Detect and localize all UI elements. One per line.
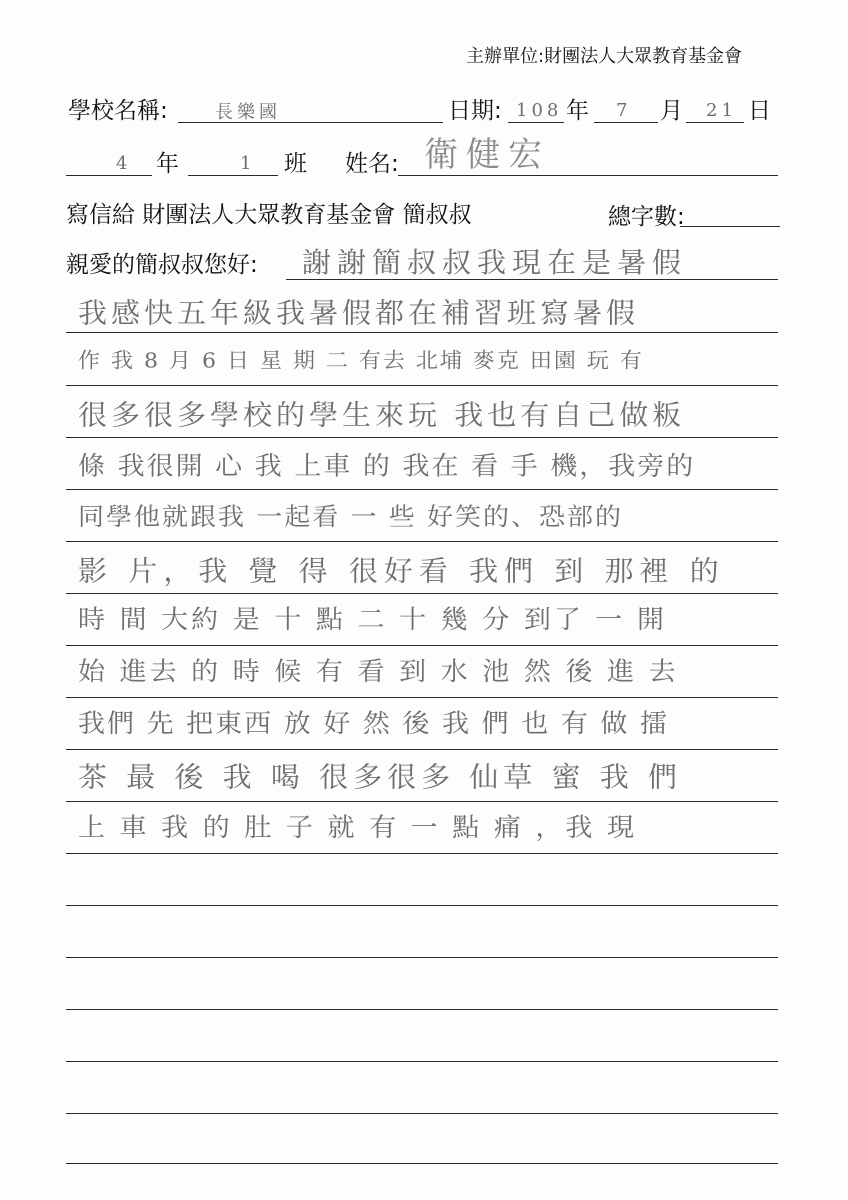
class-label: 班 bbox=[284, 151, 307, 177]
date-label: 日期: bbox=[448, 98, 502, 124]
word-count-line bbox=[680, 226, 780, 227]
writing-line bbox=[286, 279, 778, 280]
date-year-line bbox=[508, 122, 564, 123]
writing-line bbox=[66, 1163, 778, 1164]
writing-line bbox=[66, 697, 778, 698]
word-count-label: 總字數: bbox=[608, 204, 685, 230]
grade-line bbox=[66, 175, 152, 176]
class-line bbox=[188, 175, 278, 176]
writing-line bbox=[66, 489, 778, 490]
letter-line: 同學他就跟我 一起看 一 些 好笑的、恐部的 bbox=[78, 503, 624, 532]
class-value: 1 bbox=[240, 153, 256, 174]
writing-line bbox=[66, 437, 778, 438]
date-month-line bbox=[594, 122, 658, 123]
year-label: 年 bbox=[566, 98, 589, 124]
grade-label: 年 bbox=[156, 151, 179, 177]
letter-line: 始 進去 的 時 候 有 看 到 水 池 然 後 進 去 bbox=[78, 657, 679, 687]
letter-line: 時 間 大約 是 十 點 二 十 幾 分 到了 一 開 bbox=[78, 605, 667, 635]
writing-line bbox=[66, 1061, 778, 1062]
letter-line: 很多很多學校的學生來玩 我也有自己做粄 bbox=[78, 398, 686, 431]
school-name-line bbox=[178, 122, 443, 123]
letter-line: 我們 先 把東西 放 好 然 後 我 們 也 有 做 擂 bbox=[78, 709, 669, 739]
letter-line: 影 片，我 覺 得 很好看 我們 到 那裡 的 bbox=[78, 554, 725, 587]
student-name-label: 姓名: bbox=[345, 151, 399, 177]
writing-line bbox=[66, 801, 778, 802]
school-name-value: 長樂國 bbox=[215, 102, 281, 123]
student-name-value: 衛健宏 bbox=[424, 135, 550, 175]
date-day-value: 21 bbox=[706, 100, 737, 121]
month-label: 月 bbox=[660, 98, 683, 124]
date-year-value: 108 bbox=[516, 100, 563, 121]
writing-line bbox=[66, 593, 778, 594]
writing-line bbox=[66, 905, 778, 906]
organizer-label: 主辦單位:財團法人大眾教育基金會 bbox=[466, 46, 743, 67]
writing-line bbox=[66, 385, 778, 386]
writing-line bbox=[66, 957, 778, 958]
letter-line: 條 我很開 心 我 上車 的 我在 看 手 機，我旁的 bbox=[78, 451, 696, 481]
writing-line bbox=[66, 541, 778, 542]
letter-line: 我感快五年級我暑假都在補習班寫暑假 bbox=[78, 296, 640, 329]
grade-value: 4 bbox=[116, 153, 132, 174]
date-month-value: 7 bbox=[616, 100, 632, 121]
writing-line bbox=[66, 1009, 778, 1010]
writing-line bbox=[66, 853, 778, 854]
day-label: 日 bbox=[748, 98, 771, 124]
writing-line bbox=[66, 749, 778, 750]
school-name-label: 學校名稱: bbox=[68, 98, 168, 124]
date-day-line bbox=[686, 122, 744, 123]
greeting: 親愛的簡叔叔您好: bbox=[66, 252, 258, 278]
letter-first-line: 謝謝簡叔叔我現在是暑假 bbox=[302, 246, 688, 279]
writing-line bbox=[66, 645, 778, 646]
letter-line: 上 車 我 的 肚 子 就 有 一 點 痛 ，我 現 bbox=[78, 813, 637, 843]
letter-line: 茶 最 後 我 喝 很多很多 仙草 蜜 我 們 bbox=[78, 760, 682, 793]
student-name-line bbox=[398, 175, 778, 176]
letter-line: 作 我 8 月 6 日 星 期 二 有去 北埔 麥克 田園 玩 有 bbox=[78, 349, 644, 373]
writing-line bbox=[66, 332, 778, 333]
writing-line bbox=[66, 1113, 778, 1114]
recipient-line: 寫信給 財團法人大眾教育基金會 簡叔叔 bbox=[66, 202, 472, 228]
